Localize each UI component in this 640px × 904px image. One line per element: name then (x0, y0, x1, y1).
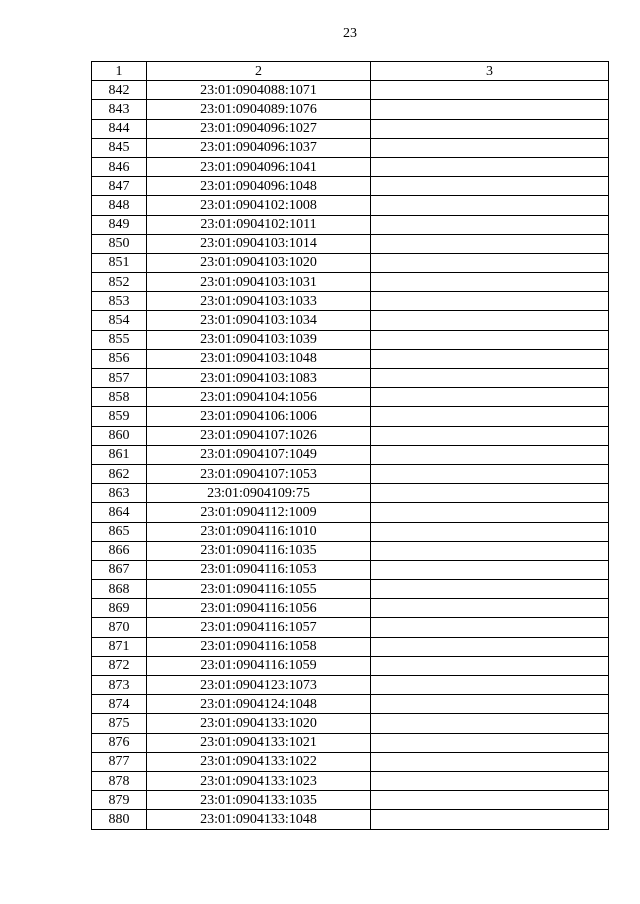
table-row (92, 273, 609, 292)
notes-cell (371, 771, 609, 790)
cadastral-number-cell: 23:01:0904102:1008 (147, 196, 371, 215)
table-row (92, 369, 609, 388)
cadastral-number-cell: 23:01:0904116:1056 (147, 599, 371, 618)
cadastral-number-cell: 23:01:0904116:1057 (147, 618, 371, 637)
cadastral-number-cell: 23:01:0904133:1048 (147, 810, 371, 829)
row-number-cell: 869 (92, 599, 147, 618)
notes-cell (371, 714, 609, 733)
cadastral-number-cell: 23:01:0904102:1011 (147, 215, 371, 234)
notes-cell (371, 695, 609, 714)
row-number-cell: 842 (92, 81, 147, 100)
cadastral-number-cell: 23:01:0904109:75 (147, 484, 371, 503)
row-number-cell: 874 (92, 695, 147, 714)
table-row (92, 752, 609, 771)
row-number-cell: 879 (92, 791, 147, 810)
notes-cell (371, 656, 609, 675)
notes-cell (371, 541, 609, 560)
row-number-cell: 849 (92, 215, 147, 234)
cadastral-number-cell: 23:01:0904096:1041 (147, 157, 371, 176)
notes-cell (371, 810, 609, 829)
table-row (92, 656, 609, 675)
cadastral-number-cell: 23:01:0904112:1009 (147, 503, 371, 522)
row-number-cell: 867 (92, 560, 147, 579)
row-number-cell: 863 (92, 484, 147, 503)
table-row (92, 100, 609, 119)
table-row (92, 791, 609, 810)
table-row (92, 599, 609, 618)
row-number-cell: 851 (92, 253, 147, 272)
row-number-cell: 876 (92, 733, 147, 752)
cadastral-number-cell: 23:01:0904103:1033 (147, 292, 371, 311)
row-number-cell: 875 (92, 714, 147, 733)
cadastral-number-cell: 23:01:0904116:1053 (147, 560, 371, 579)
cadastral-number-cell: 23:01:0904106:1006 (147, 407, 371, 426)
cadastral-number-cell: 23:01:0904088:1071 (147, 81, 371, 100)
row-number-cell: 857 (92, 369, 147, 388)
notes-cell (371, 369, 609, 388)
table-row (92, 292, 609, 311)
table-row (92, 196, 609, 215)
table-row (92, 637, 609, 656)
page-number: 23 (343, 26, 357, 41)
notes-cell (371, 522, 609, 541)
row-number-cell: 880 (92, 810, 147, 829)
table-header-row (92, 62, 609, 81)
table-row (92, 253, 609, 272)
row-number-cell: 858 (92, 388, 147, 407)
cadastral-number-cell: 23:01:0904104:1056 (147, 388, 371, 407)
cadastral-number-cell: 23:01:0904124:1048 (147, 695, 371, 714)
table-row (92, 177, 609, 196)
cadastral-number-cell: 23:01:0904096:1027 (147, 119, 371, 138)
cadastral-number-cell: 23:01:0904107:1026 (147, 426, 371, 445)
table-row (92, 464, 609, 483)
notes-cell (371, 464, 609, 483)
cadastral-number-cell: 23:01:0904103:1083 (147, 369, 371, 388)
cadastral-number-cell: 23:01:0904133:1023 (147, 771, 371, 790)
row-number-cell: 856 (92, 349, 147, 368)
table-row (92, 388, 609, 407)
table-row (92, 541, 609, 560)
notes-cell (371, 196, 609, 215)
table-row (92, 695, 609, 714)
notes-cell (371, 791, 609, 810)
notes-cell (371, 618, 609, 637)
row-number-cell: 871 (92, 637, 147, 656)
cadastral-number-cell: 23:01:0904103:1014 (147, 234, 371, 253)
table-row (92, 157, 609, 176)
table-row (92, 484, 609, 503)
notes-cell (371, 330, 609, 349)
row-number-cell: 877 (92, 752, 147, 771)
notes-cell (371, 580, 609, 599)
table-row (92, 311, 609, 330)
table-row (92, 349, 609, 368)
row-number-cell: 860 (92, 426, 147, 445)
row-number-cell: 859 (92, 407, 147, 426)
notes-cell (371, 119, 609, 138)
table-row (92, 234, 609, 253)
row-number-cell: 866 (92, 541, 147, 560)
row-number-cell: 845 (92, 138, 147, 157)
notes-cell (371, 234, 609, 253)
row-number-cell: 878 (92, 771, 147, 790)
table-row (92, 580, 609, 599)
table-row (92, 215, 609, 234)
row-number-cell: 843 (92, 100, 147, 119)
notes-cell (371, 676, 609, 695)
table-row (92, 119, 609, 138)
notes-cell (371, 426, 609, 445)
cadastral-number-cell: 23:01:0904133:1022 (147, 752, 371, 771)
table-row (92, 138, 609, 157)
row-number-cell: 872 (92, 656, 147, 675)
table-row (92, 810, 609, 829)
cadastral-number-cell: 23:01:0904096:1048 (147, 177, 371, 196)
table-row (92, 733, 609, 752)
table-row (92, 560, 609, 579)
notes-cell (371, 599, 609, 618)
table-row (92, 330, 609, 349)
notes-cell (371, 273, 609, 292)
table-row (92, 771, 609, 790)
row-number-cell: 855 (92, 330, 147, 349)
row-number-cell: 862 (92, 464, 147, 483)
notes-cell (371, 752, 609, 771)
notes-cell (371, 388, 609, 407)
notes-cell (371, 292, 609, 311)
notes-cell (371, 637, 609, 656)
table-row (92, 426, 609, 445)
column-header: 1 (92, 62, 147, 81)
table-row (92, 618, 609, 637)
cadastral-number-cell: 23:01:0904116:1059 (147, 656, 371, 675)
table-row (92, 522, 609, 541)
notes-cell (371, 733, 609, 752)
cadastral-number-cell: 23:01:0904103:1031 (147, 273, 371, 292)
row-number-cell: 868 (92, 580, 147, 599)
cadastral-number-cell: 23:01:0904116:1058 (147, 637, 371, 656)
notes-cell (371, 311, 609, 330)
row-number-cell: 870 (92, 618, 147, 637)
notes-cell (371, 157, 609, 176)
row-number-cell: 844 (92, 119, 147, 138)
row-number-cell: 864 (92, 503, 147, 522)
row-number-cell: 850 (92, 234, 147, 253)
table-row (92, 676, 609, 695)
row-number-cell: 861 (92, 445, 147, 464)
column-header: 3 (371, 62, 609, 81)
cadastral-number-cell: 23:01:0904116:1035 (147, 541, 371, 560)
cadastral-table (91, 61, 609, 830)
notes-cell (371, 560, 609, 579)
notes-cell (371, 100, 609, 119)
notes-cell (371, 503, 609, 522)
row-number-cell: 873 (92, 676, 147, 695)
table-body (92, 81, 609, 829)
cadastral-number-cell: 23:01:0904089:1076 (147, 100, 371, 119)
cadastral-number-cell: 23:01:0904123:1073 (147, 676, 371, 695)
row-number-cell: 847 (92, 177, 147, 196)
table-row (92, 407, 609, 426)
notes-cell (371, 81, 609, 100)
cadastral-number-cell: 23:01:0904096:1037 (147, 138, 371, 157)
cadastral-number-cell: 23:01:0904116:1010 (147, 522, 371, 541)
cadastral-number-cell: 23:01:0904103:1020 (147, 253, 371, 272)
notes-cell (371, 215, 609, 234)
notes-cell (371, 253, 609, 272)
table-row (92, 714, 609, 733)
table-row (92, 81, 609, 100)
cadastral-number-cell: 23:01:0904107:1049 (147, 445, 371, 464)
table-row (92, 445, 609, 464)
cadastral-number-cell: 23:01:0904103:1048 (147, 349, 371, 368)
notes-cell (371, 138, 609, 157)
cadastral-number-cell: 23:01:0904103:1039 (147, 330, 371, 349)
cadastral-number-cell: 23:01:0904107:1053 (147, 464, 371, 483)
row-number-cell: 848 (92, 196, 147, 215)
notes-cell (371, 484, 609, 503)
notes-cell (371, 407, 609, 426)
cadastral-number-cell: 23:01:0904133:1035 (147, 791, 371, 810)
cadastral-number-cell: 23:01:0904103:1034 (147, 311, 371, 330)
cadastral-number-cell: 23:01:0904133:1021 (147, 733, 371, 752)
row-number-cell: 852 (92, 273, 147, 292)
row-number-cell: 853 (92, 292, 147, 311)
notes-cell (371, 445, 609, 464)
row-number-cell: 854 (92, 311, 147, 330)
cadastral-number-cell: 23:01:0904116:1055 (147, 580, 371, 599)
notes-cell (371, 177, 609, 196)
column-header: 2 (147, 62, 371, 81)
table-row (92, 503, 609, 522)
row-number-cell: 846 (92, 157, 147, 176)
notes-cell (371, 349, 609, 368)
row-number-cell: 865 (92, 522, 147, 541)
cadastral-number-cell: 23:01:0904133:1020 (147, 714, 371, 733)
